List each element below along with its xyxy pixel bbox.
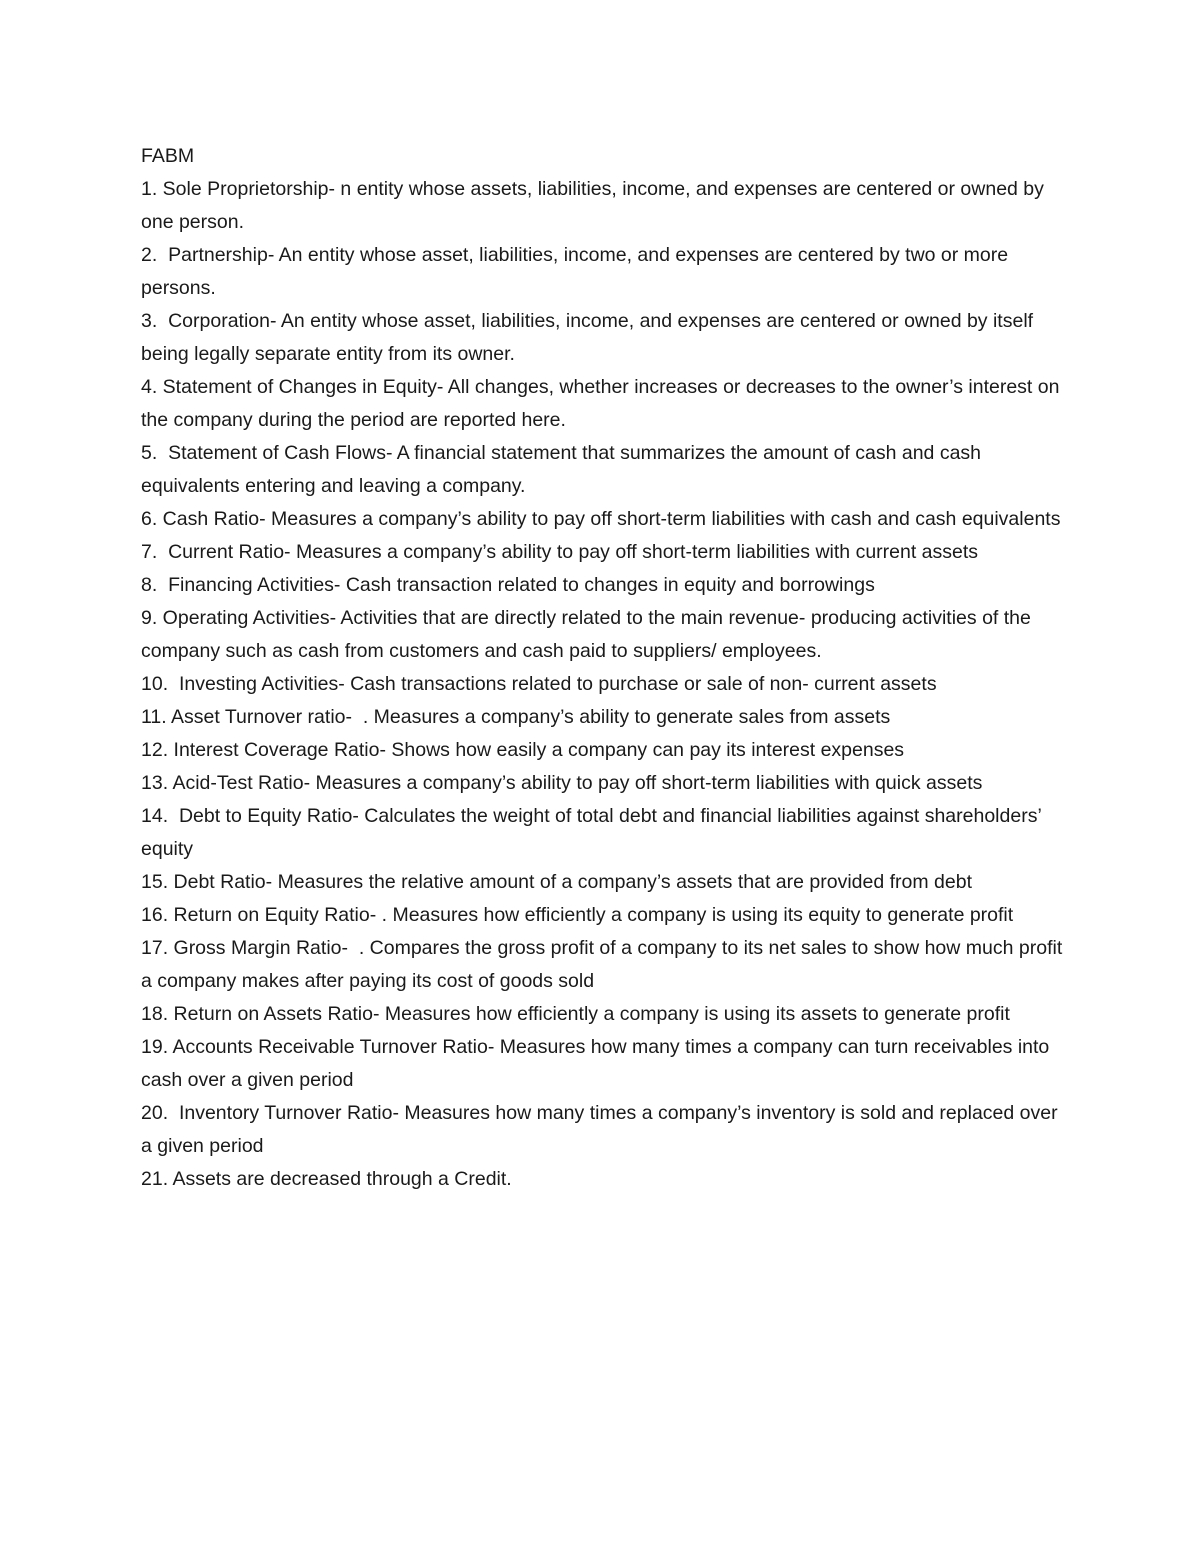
list-item: 12. Interest Coverage Ratio- Shows how easily a company can pay its interest expenses [141, 739, 905, 761]
document-body [141, 140, 1071, 1196]
list-item: 18. Return on Assets Ratio- Measures how efficiently a company is using its assets to generate profit [141, 1003, 1010, 1025]
list-item: 13. Acid-Test Ratio- Measures a company’s ability to pay off short-term liabilities with quick assets [141, 772, 983, 794]
list-item: 7. Current Ratio- Measures a company’s ability to pay off short-term liabilities with current assets [141, 541, 979, 563]
list-item: 19. Accounts Receivable Turnover Ratio- Measures how many times a company can turn receivables into cash over a given period [141, 1036, 1055, 1091]
list-item: 17. Gross Margin Ratio- . Compares the gross profit of a company to its net sales to show how much profit a company makes after paying its cost of goods sold [141, 937, 1068, 992]
list-item: 10. Investing Activities- Cash transactions related to purchase or sale of non- current assets [141, 673, 937, 695]
list-item: 6. Cash Ratio- Measures a company’s ability to pay off short-term liabilities with cash and cash equivalents [141, 508, 1061, 530]
list-item: 16. Return on Equity Ratio- . Measures how efficiently a company is using its equity to generate profit [141, 904, 1014, 926]
list-item: 2. Partnership- An entity whose asset, liabilities, income, and expenses are centered by two or more persons. [141, 244, 1014, 299]
list-item: 20. Inventory Turnover Ratio- Measures how many times a company’s inventory is sold and replaced over a given period [141, 1102, 1063, 1157]
list-item: 11. Asset Turnover ratio- . Measures a company’s ability to generate sales from assets [141, 706, 891, 728]
definition-list [141, 173, 1071, 1196]
document-title: FABM [141, 145, 195, 167]
list-item: 3. Corporation- An entity whose asset, liabilities, income, and expenses are centered or owned by itself being legally separate entity from its owner. [141, 310, 1039, 365]
list-item: 4. Statement of Changes in Equity- All changes, whether increases or decreases to the owner’s interest on the company during the period are reported here. [141, 376, 1065, 431]
list-item: 9. Operating Activities- Activities that are directly related to the main revenue- producing activities of the company such as cash from customers and cash paid to suppliers/ employees. [141, 607, 1037, 662]
list-item: 15. Debt Ratio- Measures the relative amount of a company’s assets that are provided from debt [141, 871, 972, 893]
list-item: 21. Assets are decreased through a Credit. [141, 1168, 512, 1190]
list-item: 8. Financing Activities- Cash transaction related to changes in equity and borrowings [141, 574, 875, 596]
list-item: 14. Debt to Equity Ratio- Calculates the weight of total debt and financial liabilities against shareholders’ equity [141, 805, 1047, 860]
list-item: 1. Sole Proprietorship- n entity whose assets, liabilities, income, and expenses are centered or owned by one person. [141, 178, 1050, 233]
list-item: 5. Statement of Cash Flows- A financial statement that summarizes the amount of cash and cash equivalents entering and leaving a company. [141, 442, 987, 497]
